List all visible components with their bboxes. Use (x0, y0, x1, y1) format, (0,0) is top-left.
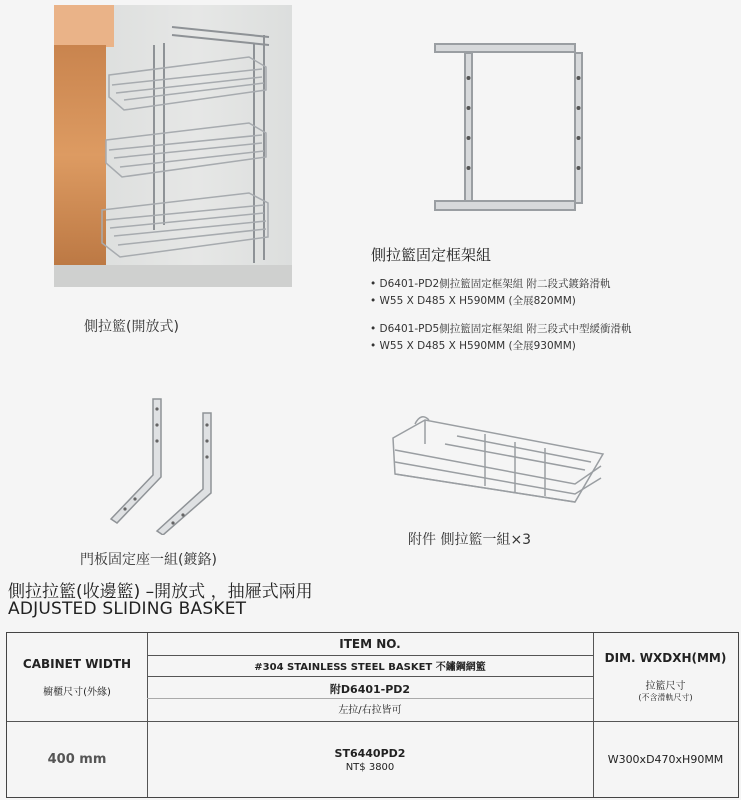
cabinet-width-header (7, 633, 147, 721)
product-photo (54, 5, 292, 287)
table-row-dim: W300xD470xH90MM (607, 752, 724, 766)
spec-table (6, 632, 739, 798)
item-no-header: ITEM NO. (339, 637, 401, 651)
accessory-basket-illustration (385, 414, 610, 514)
dimension-header (593, 633, 738, 721)
item-price: NT$ 3800 (345, 762, 395, 773)
cabinet-width-sub: 櫥櫃尺寸(外緣) (43, 686, 111, 698)
frame-code: 附D6401-PD2 (329, 683, 411, 696)
table-row-width: 400 mm (47, 751, 107, 767)
product-heading-en: ADJUSTED SLIDING BASKET (8, 599, 247, 619)
dimension-note: (不含滑軌尺寸) (638, 693, 693, 702)
dimension-label: DIM. WXDXH(MM) (604, 651, 727, 665)
frame-spec-line: • W55 X D485 X H590MM (全展820MM) (370, 295, 576, 307)
sliding-basket-illustration (54, 5, 292, 287)
frame-spec-line: • W55 X D485 X H590MM (全展930MM) (370, 340, 576, 352)
item-code: ST6440PD2 (334, 747, 406, 760)
frame-code-header (147, 676, 593, 721)
photo-caption: 側拉籃(開放式) (84, 319, 179, 335)
dimension-sub: 拉籃尺寸 (645, 681, 686, 692)
product-heading-zh: 側拉拉籃(收邊籃) –開放式 ，抽屜式兩用 (8, 582, 313, 602)
material-header: #304 STAINLESS STEEL BASKET 不鏽鋼網籃 (254, 662, 486, 673)
bracket-caption: 門板固定座一組(鍍鉻) (80, 552, 217, 568)
frame-spec-line: • D6401-PD5側拉籃固定框架組 附三段式中型緩衝滑軌 (370, 323, 632, 335)
cabinet-width-label: CABINET WIDTH (22, 656, 132, 671)
table-row-item (147, 721, 593, 797)
accessory-caption: 附件 側拉籃一組×3 (408, 532, 532, 548)
frame-note: 左拉/右拉皆可 (338, 705, 402, 716)
fixed-frame-illustration (425, 38, 590, 223)
door-bracket-illustration (105, 395, 225, 535)
frame-spec-line: • D6401-PD2側拉籃固定框架組 附二段式鍍鉻滑軌 (370, 278, 611, 290)
frame-title: 側拉籃固定框架組 (371, 246, 492, 264)
